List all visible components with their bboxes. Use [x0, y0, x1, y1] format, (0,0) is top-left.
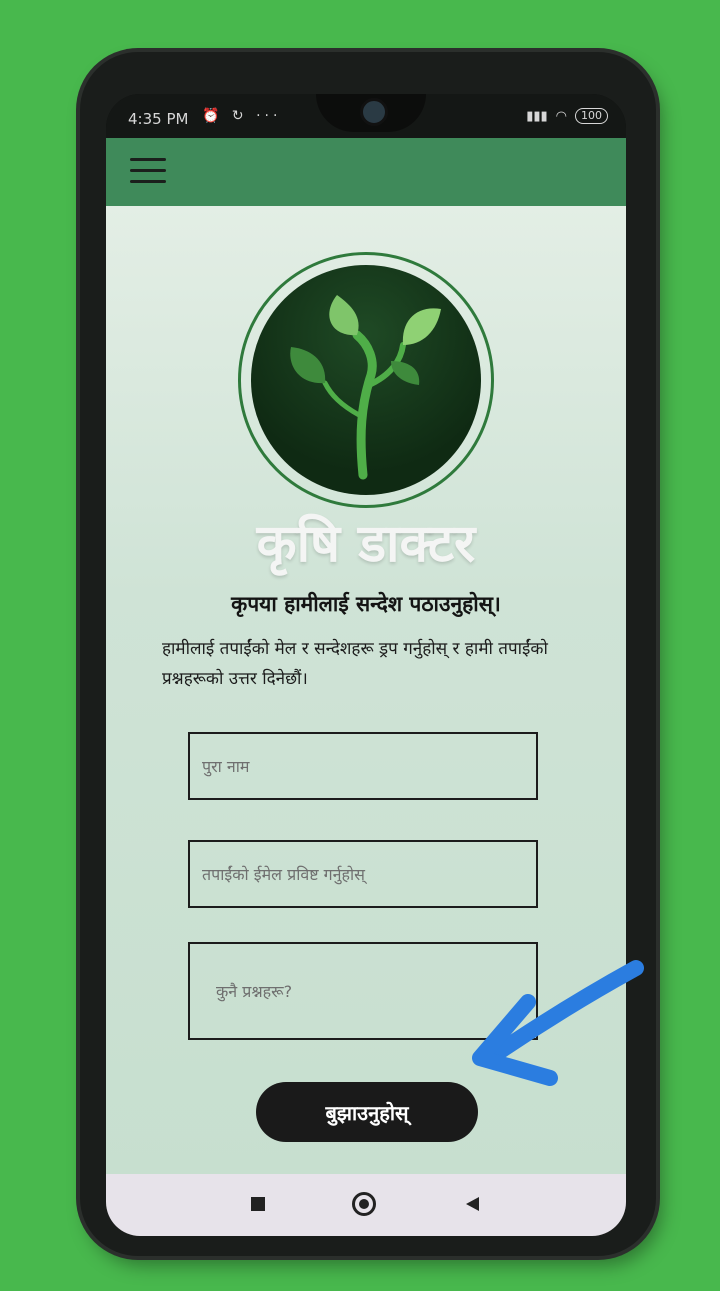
app-title: कृषि डाक्टर — [256, 514, 476, 574]
app-bar — [106, 138, 626, 206]
phone-screen — [106, 94, 626, 1236]
hamburger-menu-icon[interactable] — [130, 158, 166, 186]
contact-description: हामीलाई तपाईंको मेल र सन्देशहरू ड्रप गर्नुहोस् र हामी तपाईंको प्रश्नहरूको उत्तर दिनेछौं। — [162, 639, 548, 689]
status-notification-icons: ⏰ ↻ ··· — [202, 108, 282, 124]
status-bar — [106, 94, 626, 138]
phone-frame — [80, 52, 656, 1256]
signal-icon: ▮▮▮ — [526, 108, 548, 124]
submit-button[interactable]: बुझाउनुहोस् — [256, 1082, 478, 1142]
logo-ring — [238, 252, 494, 508]
home-icon[interactable] — [350, 1190, 378, 1218]
contact-heading: कृपया हामीलाई सन्देश पठाउनुहोस्। — [231, 592, 501, 616]
back-icon[interactable] — [458, 1190, 486, 1218]
logo — [251, 265, 481, 495]
front-camera — [360, 98, 388, 126]
camera-notch — [316, 94, 426, 132]
email-input[interactable]: तपाईंको ईमेल प्रविष्ट गर्नुहोस् — [188, 840, 538, 908]
status-time: 4:35 PM — [128, 110, 189, 128]
question-input[interactable]: कुनै प्रश्नहरू? — [188, 942, 538, 1040]
full-name-input[interactable]: पुरा नाम — [188, 732, 538, 800]
recent-apps-icon[interactable] — [244, 1190, 272, 1218]
battery-icon: 100 — [575, 108, 608, 124]
system-nav-bar — [106, 1174, 626, 1236]
plant-sprout-icon — [251, 265, 481, 495]
status-right-icons — [526, 108, 608, 124]
contact-page — [106, 206, 626, 1174]
wifi-icon: ◠ — [555, 108, 567, 124]
